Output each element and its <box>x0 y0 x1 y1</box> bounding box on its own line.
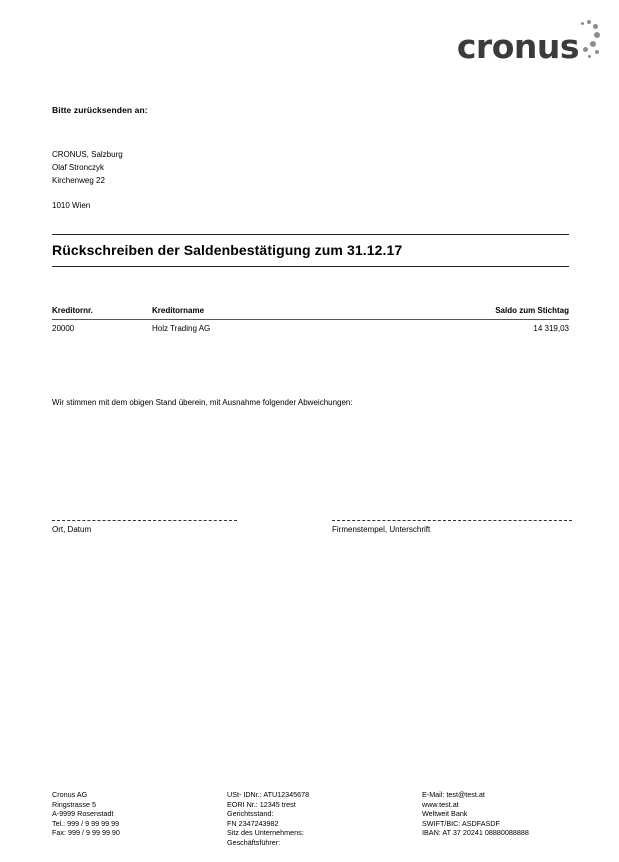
column-header-name: Kreditorname <box>152 306 205 315</box>
dots-arc-icon <box>579 20 601 66</box>
signature-area <box>52 520 569 550</box>
cell-balance: 14 319,03 <box>533 324 569 333</box>
footer-line: USt- IDNr.: ATU12345678 <box>227 790 310 799</box>
footer-line: www.test.at <box>422 799 459 809</box>
page-title: Rückschreiben der Saldenbestätigung zum 31.12.17 <box>52 242 403 258</box>
address-line: CRONUS, Salzburg <box>52 150 123 159</box>
company-logo <box>431 14 601 74</box>
footer-contact-column <box>422 790 579 848</box>
signature-place-date <box>52 520 237 534</box>
footer-line: Weltweit Bank <box>422 809 468 819</box>
footer-line: Cronus AG <box>52 790 88 799</box>
footer-line: Geschäftsführer: <box>227 837 281 847</box>
footer-line: Sitz des Unternehmens: <box>227 828 304 838</box>
column-header-number: Kreditornr. <box>52 306 93 315</box>
footer-line: IBAN: AT 37 20241 08880088888 <box>422 828 529 838</box>
page-footer <box>52 790 579 848</box>
signature-left-label: Ort, Datum <box>52 525 92 534</box>
footer-company-column <box>52 790 227 848</box>
cell-number: 20000 <box>52 324 75 333</box>
table-header-row <box>52 306 569 319</box>
footer-line: SWIFT/BIC: ASDFASDF <box>422 818 500 828</box>
signature-stamp-signature <box>332 520 572 534</box>
footer-legal-column <box>227 790 422 848</box>
footer-line: EORI Nr.: 12345 trest <box>227 799 296 809</box>
signature-dash-line <box>52 520 237 521</box>
footer-line: Ringstrasse 5 <box>52 799 96 809</box>
column-header-balance: Saldo zum Stichtag <box>495 306 569 315</box>
title-divider-top <box>52 234 569 235</box>
footer-line: A-9999 Rosenstadt <box>52 809 114 819</box>
title-divider-bottom <box>52 266 569 267</box>
agreement-statement: Wir stimmen mit dem obigen Stand überein, mit Ausnahme folgender Abweichungen: <box>52 398 353 407</box>
footer-line: Tel.: 999 / 9 99 99 99 <box>52 818 120 828</box>
signature-right-label: Firmenstempel, Unterschrift <box>332 525 431 534</box>
address-line: Kirchenweg 22 <box>52 176 105 186</box>
footer-line: FN 2347243982 <box>227 818 279 828</box>
cell-name: Holz Trading AG <box>152 324 211 333</box>
return-address-label: Bitte zurücksenden an: <box>52 105 148 115</box>
footer-line: E-Mail: test@test.at <box>422 790 485 799</box>
balance-table <box>52 306 569 333</box>
footer-line: Fax: 999 / 9 99 99 90 <box>52 828 120 838</box>
address-line: Olaf Stronczyk <box>52 163 105 173</box>
table-row <box>52 320 569 333</box>
signature-dash-line <box>332 520 572 521</box>
logo-wordmark: cronus <box>456 27 579 66</box>
address-city-line: 1010 Wien <box>52 201 91 210</box>
footer-line: Gerichtsstand: <box>227 809 274 819</box>
return-address-block <box>52 148 123 188</box>
